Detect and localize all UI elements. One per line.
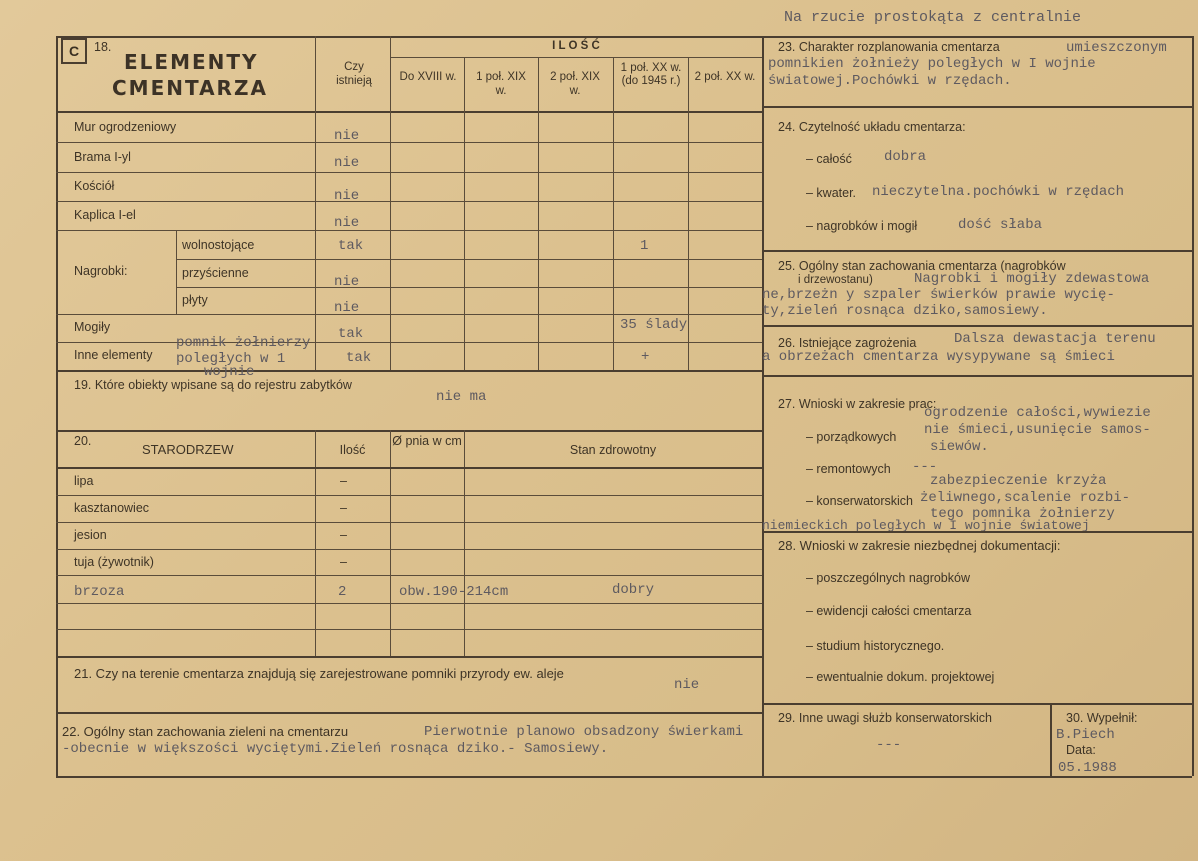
s28-item-nagrobkow: – poszczególnych nagrobków: [806, 571, 970, 585]
s27-rem-label: – remontowych: [806, 462, 891, 476]
inne-note-line3: wojnie: [204, 364, 255, 380]
row-inne-czy: tak: [346, 350, 372, 366]
section-22-value-line2: -obecnie w większości wyciętymi.Zieleń rosnąca dziko.- Samosiewy.: [62, 741, 609, 757]
section-28-label: 28. Wnioski w zakresie niezbędnej dokumentacji:: [778, 538, 1061, 553]
row-inne-1945: +: [641, 349, 650, 365]
inne-note-line2: poległych w 1: [176, 351, 286, 367]
section-18-title-line1: ELEMENTY: [124, 50, 259, 74]
row-wolnostojace-czy: tak: [338, 238, 364, 254]
section-box-letter: C: [61, 38, 87, 64]
row-kaplica-czy: nie: [334, 215, 360, 231]
section-29-label: 29. Inne uwagi służb konserwatorskich: [778, 711, 993, 725]
row-wolnostojace-label: wolnostojące: [182, 238, 255, 252]
row-brama-label: Brama I-yl: [74, 150, 131, 164]
s27-kons-line4: niemieckich poległych w I wojnie światowej: [762, 518, 1090, 533]
row-mur-czy: nie: [334, 128, 360, 144]
section-22-value-line1: Pierwotnie planowo obsadzony świerkami: [424, 724, 744, 740]
top-note: Na rzucie prostokąta z centralnie: [784, 9, 1082, 26]
s24-kwater-value: nieczytelna.pochówki w rzędach: [872, 184, 1125, 200]
col-2pol-xx: 2 poł. XX w.: [694, 71, 756, 83]
section-20-number: 20.: [74, 434, 92, 448]
s27-rem-value: ---: [912, 459, 938, 475]
s27-porz-line3: siewów.: [930, 439, 989, 455]
s28-item-projektowej: – ewentualnie dokum. projektowej: [806, 670, 995, 684]
s27-kons-line3: tego pomnika żołnierzy: [930, 506, 1115, 522]
row-przyscienne-czy: nie: [334, 274, 360, 290]
row-mur-label: Mur ogrodzeniowy: [74, 120, 177, 134]
s24-kwater-label: – kwater.: [806, 186, 857, 200]
tree-lipa-label: lipa: [74, 474, 94, 488]
section-26-label: 26. Istniejące zagrożenia: [778, 336, 917, 350]
row-kosciol-label: Kościół: [74, 179, 115, 193]
s20-col-ilosc: Ilość: [339, 443, 366, 457]
section-26-value-line2: a obrzeżach cmentarza wysypywane są śmieci: [762, 349, 1115, 365]
s24-nagrobkow-label: – nagrobków i mogił: [806, 219, 918, 233]
col-1pol-xx: 1 poł. XX w. (do 1945 r.): [620, 62, 682, 87]
section-18-title-line2: CMENTARZA: [112, 76, 268, 100]
section-30-label: 30. Wypełnił:: [1066, 711, 1138, 725]
section-21-value: nie: [674, 677, 700, 693]
s20-col-pnia: Ø pnia w cm: [392, 434, 462, 448]
section-25-value-line3: ty,zieleń rosnąca dziko,samosiewy.: [762, 303, 1048, 319]
row-mogily-czy: tak: [338, 326, 364, 342]
row-inne-label: Inne elementy: [74, 348, 153, 362]
s30-date: 05.1988: [1058, 760, 1117, 776]
s28-item-ewidencji: – ewidencji całości cmentarza: [806, 604, 972, 618]
row-plyty-label: płyty: [182, 293, 208, 307]
row-przyscienne-label: przyścienne: [182, 266, 249, 280]
tree-brzoza-ilosc: 2: [338, 584, 347, 600]
inne-note-line1: pomnik żołnierzy: [176, 335, 311, 351]
s27-kons-line1: zabezpieczenie krzyża: [930, 473, 1107, 489]
section-27-label: 27. Wnioski w zakresie prac:: [778, 397, 937, 411]
col-do-xviii: Do XVIII w.: [399, 71, 457, 83]
section-22-label: 22. Ogólny stan zachowania zieleni na cmentarzu: [62, 724, 349, 739]
section-18-number: 18.: [94, 40, 112, 54]
section-23-value-line2: pomnikien żołnieży poległych w I wojnie: [768, 56, 1096, 72]
row-mogily-label: Mogiły: [74, 320, 111, 334]
section-25-value-line2: ne,brzeżn y szpaler świerków prawie wycię-: [762, 287, 1115, 303]
s24-calosc-label: – całość: [806, 152, 852, 166]
tree-brzoza-label: brzoza: [74, 584, 125, 600]
s27-porz-line1: ogrodzenie całości,wywiezie: [924, 405, 1151, 421]
section-24-label: 24. Czytelność układu cmentarza:: [778, 120, 966, 134]
s30-date-label: Data:: [1066, 743, 1096, 757]
section-26-value-line1: Dalsza dewastacja terenu: [954, 331, 1156, 347]
nagrobki-label: Nagrobki:: [74, 264, 128, 278]
section-25-label-line1: 25. Ogólny stan zachowania cmentarza (nagrobków: [778, 259, 1066, 273]
tree-jesion-label: jesion: [74, 528, 107, 542]
tree-tuja-label: tuja (żywotnik): [74, 555, 154, 569]
s24-calosc-value: dobra: [884, 149, 927, 165]
s27-porz-line2: nie śmieci,usunięcie samos-: [924, 422, 1151, 438]
tree-jesion-ilosc: –: [340, 528, 347, 542]
s28-item-studium: – studium historycznego.: [806, 639, 945, 653]
tree-brzoza-pnia: obw.190-214cm: [399, 584, 509, 600]
s20-col-stan: Stan zdrowotny: [569, 443, 657, 457]
s27-kons-line2: żeliwnego,scalenie rozbi-: [920, 490, 1131, 506]
col-1pol-xix: 1 poł. XIX w.: [476, 71, 526, 97]
row-kaplica-label: Kaplica I-el: [74, 208, 136, 222]
s30-name: B.Piech: [1056, 727, 1115, 743]
section-25-label-line2: i drzewostanu): [798, 274, 873, 286]
tree-kasztanowiec-ilosc: –: [340, 501, 347, 515]
row-wolnostojace-1945: 1: [640, 238, 649, 254]
col-ilosc-header: I L O Ś Ć: [552, 40, 600, 52]
section-25-value-line1: Nagrobki i mogiły zdewastowa: [914, 271, 1150, 287]
tree-brzoza-stan: dobry: [612, 582, 655, 598]
s27-kons-label: – konserwatorskich: [806, 494, 913, 508]
section-29-value: ---: [876, 737, 902, 753]
col-2pol-xix: 2 poł. XIX w.: [550, 71, 600, 97]
section-19-label: 19. Które obiekty wpisane są do rejestru zabytków: [74, 378, 352, 392]
section-19-value: nie ma: [436, 389, 487, 405]
section-23-value-line1: umieszczonym: [1066, 40, 1167, 56]
col-czy-istnieja: Czy istnieją: [336, 61, 372, 87]
row-brama-czy: nie: [334, 155, 360, 171]
section-23-value-line3: światowej.Pochówki w rzędach.: [768, 73, 1012, 89]
section-21-label: 21. Czy na terenie cmentarza znajdują się zarejestrowane pomniki przyrody ew. aleje: [74, 666, 564, 681]
section-20-title: STARODRZEW: [142, 442, 234, 457]
tree-lipa-ilosc: –: [340, 474, 347, 488]
section-23-label: 23. Charakter rozplanowania cmentarza: [778, 40, 1000, 54]
row-plyty-czy: nie: [334, 300, 360, 316]
tree-tuja-ilosc: –: [340, 555, 347, 569]
tree-kasztanowiec-label: kasztanowiec: [74, 501, 150, 515]
s27-porz-label: – porządkowych: [806, 430, 897, 444]
row-mogily-1945: 35 ślady: [620, 317, 688, 333]
s24-nagrobkow-value: dość słaba: [958, 217, 1043, 233]
row-kosciol-czy: nie: [334, 188, 360, 204]
